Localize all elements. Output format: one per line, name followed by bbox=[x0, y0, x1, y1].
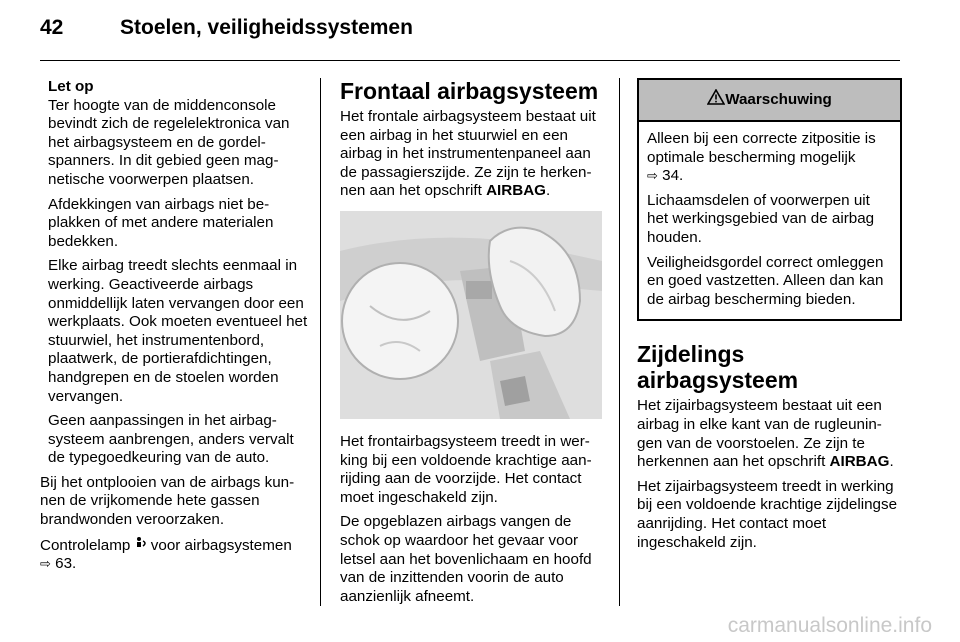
note-block bbox=[40, 78, 308, 468]
front-intro-end: . bbox=[546, 182, 551, 200]
note-paragraph: Ter hoogte van de middenconsole bevindt zich de regelelektronica van het airbagsysteem en de gordelspanners. In dit gebied geen magnetische voorwerpen plaatsen. bbox=[48, 96, 290, 188]
front-trigger-paragraph: Het frontairbagsysteem treedt in werking bij een voldoende krachtige aanrijding aan de voorzijde. Het contact moet ingeschakeld zijn. bbox=[340, 432, 592, 506]
front-intro-text: Het frontale airbagsysteem bestaat uit een airbag in het stuurwiel en een airbag in het instrumentenpaneel aan de passagierszijde. Ze zijn te herkennen aan het opschrift bbox=[340, 108, 596, 200]
warning-body bbox=[639, 122, 900, 319]
warning-paragraph: Lichaamsdelen of voorwerpen uit het werkingsgebied van de airbag houden. bbox=[647, 191, 875, 246]
note-title: Let op bbox=[48, 78, 94, 95]
column-middle bbox=[340, 78, 602, 612]
front-intro-paragraph bbox=[340, 108, 602, 201]
airbag-illustration bbox=[340, 211, 602, 419]
page-ref-icon: ⇨ bbox=[647, 168, 658, 184]
note-paragraph: Elke airbag treedt slechts eenmaal in werking. Geactiveerde airbags onmiddellijk laten vervangen door een werkplaats. Ook moeten eventueel het stuurwiel, het instrumentenbord, plaatwerk, de portierafdichtingen, handgrepen en de stoelen worden vervangen. bbox=[48, 257, 308, 405]
watermark: carmanualsonline.info bbox=[727, 614, 932, 637]
airbag-lamp-icon bbox=[135, 537, 151, 554]
page-header bbox=[40, 14, 920, 54]
warning-text: Alleen bij een correcte zitpositie is optimale bescherming mogelijk bbox=[647, 130, 876, 166]
note-paragraph: Afdekkingen van airbags niet beplakken of met andere materialen bedekken. bbox=[48, 195, 274, 250]
warning-paragraph bbox=[647, 130, 892, 186]
warning-lamp-paragraph bbox=[40, 536, 308, 574]
page-number: 42 bbox=[40, 16, 64, 39]
column-right bbox=[637, 78, 902, 558]
airbag-keyword: AIRBAG bbox=[829, 453, 890, 471]
column-divider-1 bbox=[320, 78, 321, 606]
front-catch-paragraph: De opgeblazen airbags vangen de schok op waardoor het gevaar voor letsel aan het bovenlichaam en hoofd van de inzittenden voorin de auto aanzienlijk afneemt. bbox=[340, 513, 592, 605]
section-heading-side: Zijdelings airbagsysteem bbox=[637, 341, 799, 394]
page-ref-icon: ⇨ bbox=[40, 556, 51, 572]
column-left bbox=[40, 78, 308, 580]
warning-header bbox=[639, 80, 900, 122]
page-title: Stoelen, veiligheidssystemen bbox=[120, 16, 413, 39]
warning-title: Waarschuwing bbox=[725, 90, 832, 108]
burns-paragraph: Bij het ontplooien van de airbags kunnen de vrijkomende hete gassen brandwonden veroorzaken. bbox=[40, 473, 295, 529]
side-intro-text: Het zijairbagsysteem bestaat uit een airbag in elke kant van de rugleuningen van de voorstoelen. Ze zijn te herkennen aan het opschrift bbox=[637, 397, 882, 471]
warning-box bbox=[637, 78, 902, 321]
lamp-text-2: voor airbagsystemen bbox=[150, 536, 292, 554]
side-intro-paragraph bbox=[637, 397, 902, 471]
warning-page-ref[interactable]: 34. bbox=[662, 167, 684, 185]
lamp-page-ref[interactable]: 63. bbox=[55, 555, 77, 573]
warning-triangle-icon bbox=[707, 89, 725, 111]
lamp-text: Controlelamp bbox=[40, 536, 131, 554]
note-paragraph: Geen aanpassingen in het airbagsysteem aanbrengen, anders vervalt de typegoedkeuring van de auto. bbox=[48, 412, 294, 467]
side-intro-end: . bbox=[889, 453, 894, 471]
warning-paragraph: Veiligheidsgordel correct omleggen en goed vastzetten. Alleen dan kan de airbag bescherming bieden. bbox=[647, 253, 884, 308]
side-trigger-paragraph: Het zijairbagsysteem treedt in werking bij een voldoende krachtige zijdelingse aanrijding. Het contact moet ingeschakeld zijn. bbox=[637, 477, 898, 551]
section-heading-front: Frontaal airbagsysteem bbox=[340, 78, 599, 104]
header-rule bbox=[40, 60, 900, 61]
airbag-keyword: AIRBAG bbox=[486, 182, 546, 200]
column-divider-2 bbox=[619, 78, 620, 606]
